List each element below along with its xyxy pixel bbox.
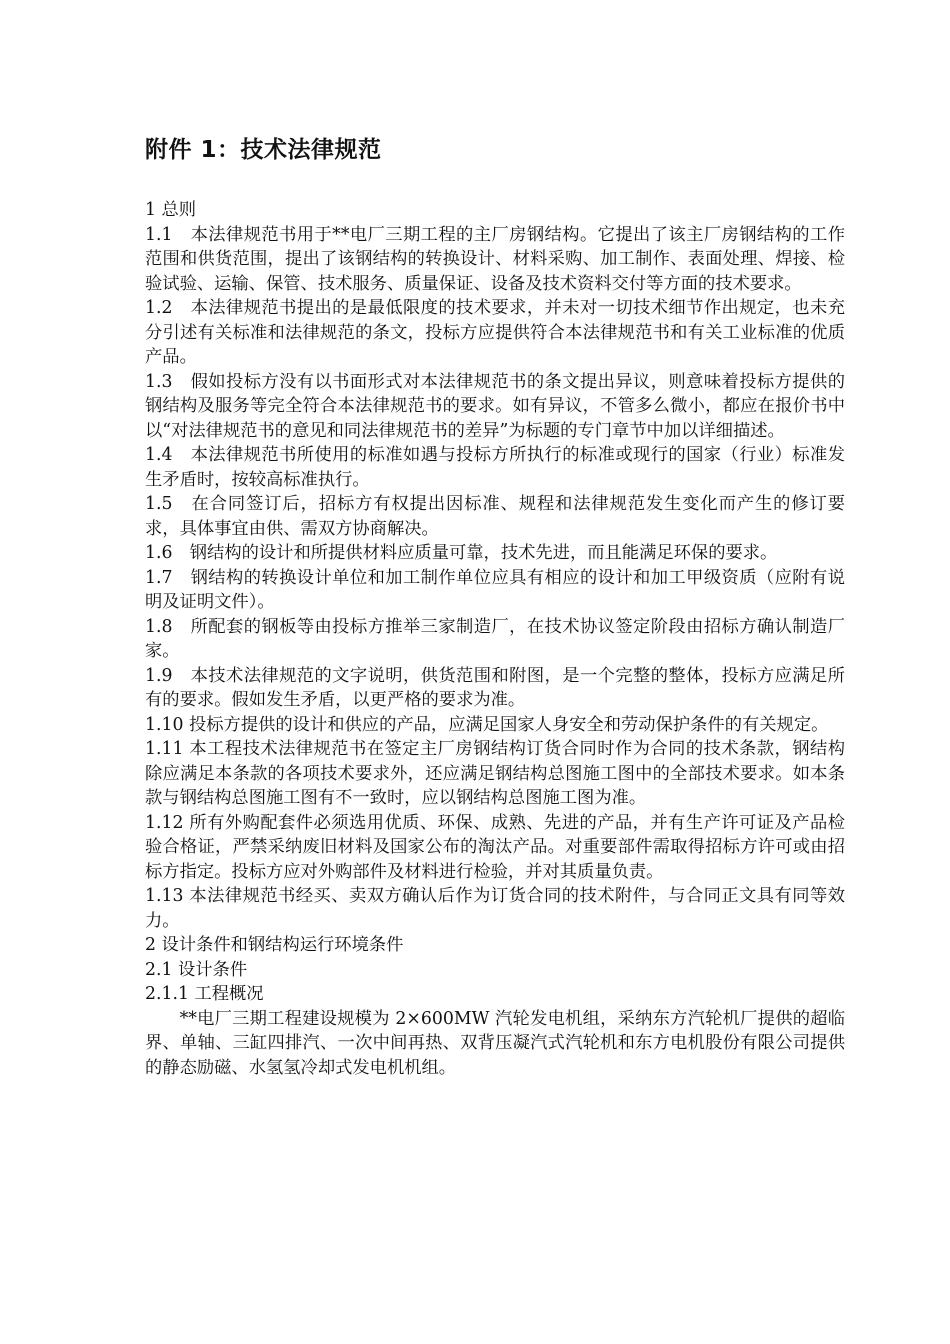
clause-1-11: 1.11 本工程技术法律规范书在签定主厂房钢结构订货合同时作为合同的技术条款，钢结构除应满足本条款的各项技术要求外，还应满足钢结构总图施工图中的全部技术要求。如本条款与钢结构总图施工图有不一致时，应以钢结构总图施工图为准。 <box>145 739 845 808</box>
document-page <box>145 130 845 1080</box>
section-heading-general: 1 总则 <box>145 200 197 220</box>
clause-1-6: 1.6 钢结构的设计和所提供材料应质量可靠，技术先进，而且能满足环保的要求。 <box>145 543 778 563</box>
document-title: 附件 1：技术法律规范 <box>145 137 382 163</box>
document-body <box>145 198 845 1080</box>
clause-1-9: 1.9 本技术法律规范的文字说明，供货范围和附图，是一个完整的整体，投标方应满足所有的要求。假如发生矛盾，以更严格的要求为准。 <box>145 665 845 710</box>
clause-1-3: 1.3 假如投标方没有以书面形式对本法律规范书的条文提出异议，则意味着投标方提供的钢结构及服务等完全符合本法律规范书的要求。如有异议，不管多么微小，都应在报价书中以“对法律规范书的意见和同法律规范书的差异”为标题的专门章节中加以详细描述。 <box>145 371 845 441</box>
clause-1-4: 1.4 本法律规范书所使用的标准如遇与投标方所执行的标准或现行的国家（行业）标准发生矛盾时，按较高标准执行。 <box>145 445 845 490</box>
clause-1-10: 1.10 投标方提供的设计和供应的产品，应满足国家人身安全和劳动保护条件的有关规定。 <box>145 714 829 735</box>
clause-1-5: 1.5 在合同签订后，招标方有权提出因标准、规程和法律规范发生变化而产生的修订要求，具体事宜由供、需双方协商解决。 <box>145 494 845 539</box>
clause-1-8: 1.8 所配套的钢板等由投标方推举三家制造厂，在技术协议签定阶段由招标方确认制造厂家。 <box>145 616 845 661</box>
clause-1-1: 1.1 本法律规范书用于**电厂三期工程的主厂房钢结构。它提出了该主厂房钢结构的工作范围和供货范围，提出了该钢结构的转换设计、材料采购、加工制作、表面处理、焊接、检验试验、运输、保管、技术服务、质量保证、设备及技术资料交付等方面的技术要求。 <box>145 224 845 294</box>
subsection-heading-2-1: 2.1 设计条件 <box>145 959 248 980</box>
clause-1-2: 1.2 本法律规范书提出的是最低限度的技术要求，并未对一切技术细节作出规定，也未充分引述有关标准和法律规范的条文，投标方应提供符合本法律规范书和有关工业标准的优质产品。 <box>145 298 845 367</box>
clause-1-7: 1.7 钢结构的转换设计单位和加工制作单位应具有相应的设计和加工甲级资质（应附有说明及证明文件）。 <box>145 567 845 612</box>
section-heading-design-conditions: 2 设计条件和钢结构运行环境条件 <box>145 935 404 955</box>
clause-1-12: 1.12 所有外购配套件必须选用优质、环保、成熟、先进的产品，并有生产许可证及产品检验合格证，严禁采纳废旧材料及国家公布的淘汰产品。对重要部件需取得招标方许可或由招标方指定。投标方应对外购部件及材料进行检验，并对其质量负责。 <box>145 812 845 882</box>
subsection-heading-2-1-1: 2.1.1 工程概况 <box>145 984 264 1004</box>
project-overview-paragraph: **电厂三期工程建设规模为 2×600MW 汽轮发电机组，采纳东方汽轮机厂提供的超临界、单轴、三缸四排汽、一次中间再热、双背压凝汽式汽轮机和东方电机股份有限公司提供的静态励磁、水氢氢冷却式发电机机组。 <box>145 1008 845 1078</box>
clause-1-13: 1.13 本法律规范书经买、卖双方确认后作为订货合同的技术附件，与合同正文具有同等效力。 <box>145 886 845 931</box>
